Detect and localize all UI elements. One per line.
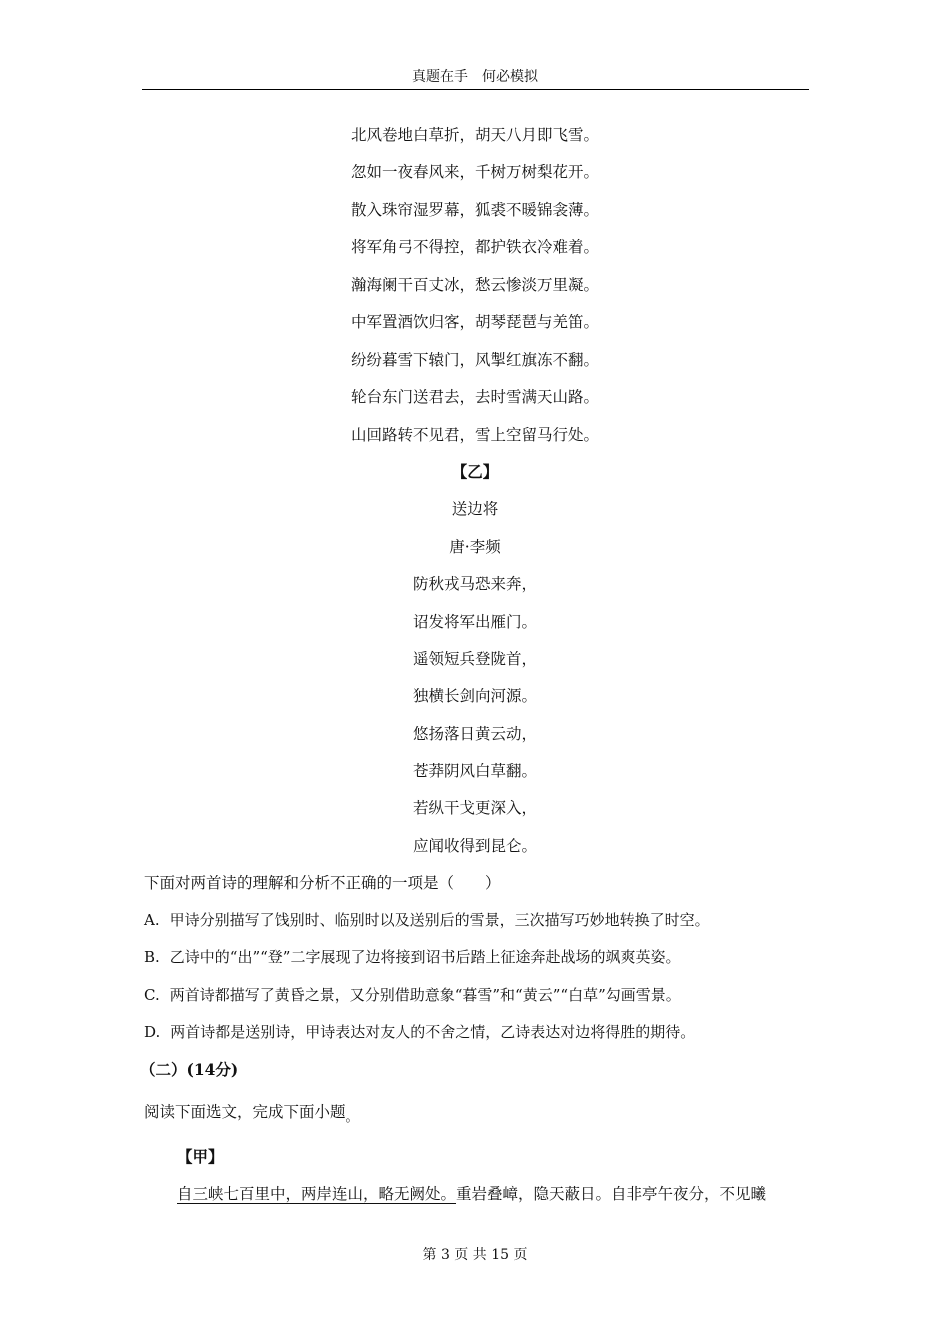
poem-yi-author: 唐·李频: [449, 538, 501, 556]
header-divider: [142, 89, 809, 90]
poem-line: 悠扬落日黄云动，: [412, 725, 537, 743]
poem-yi-label: 【乙】: [451, 462, 499, 481]
option-letter: B.: [144, 948, 160, 966]
option-b: [144, 946, 680, 967]
option-c: [144, 984, 681, 1005]
poem-line: 苍莽阴风白草翻。: [412, 762, 537, 780]
option-text: 两首诗都是送别诗，甲诗表达对友人的不舍之情，乙诗表达对边将得胜的期待。: [170, 1023, 696, 1041]
option-text: 乙诗中的“出”“登”二字展现了边将接到诏书后踏上征途奔赴战场的飒爽英姿。: [169, 948, 681, 966]
poem-line: 遥领短兵登陇首，: [412, 650, 537, 668]
option-a: [144, 909, 710, 930]
option-text: 两首诗都描写了黄昏之景，又分别借助意象“暮雪”和“黄云”“白草”勾画雪景。: [169, 986, 681, 1004]
passage-text: [177, 1182, 766, 1204]
poem-line: 轮台东门送君去，去时雪满天山路。: [350, 388, 599, 406]
poem-line: 诏发将军出雁门。: [412, 613, 537, 631]
poem-yi-title: 送边将: [451, 500, 499, 518]
section-heading: （二）(14分): [140, 1060, 239, 1079]
instruction-dot: 。: [345, 1110, 359, 1125]
poem-line: 将军角弓不得控，都护铁衣冷难着。: [350, 238, 599, 256]
page-footer: 第 3 页 共 15 页: [422, 1247, 528, 1263]
passage-rest: 重岩叠嶂，隐天蔽日。自非亭午夜分，不见曦: [456, 1185, 767, 1203]
poem-line: 北风卷地白草折，胡天八月即飞雪。: [350, 126, 599, 144]
poem-line: 应闻收得到昆仑。: [412, 837, 537, 855]
instruction-text: 阅读下面选文，完成下面小题: [144, 1103, 346, 1121]
poem-line: 若纵干戈更深入，: [412, 799, 537, 817]
poem-line: 纷纷暮雪下辕门，风掣红旗冻不翻。: [350, 351, 599, 369]
option-letter: A.: [144, 911, 160, 929]
poem-line: 瀚海阑干百丈冰，愁云惨淡万里凝。: [350, 276, 599, 294]
option-letter: C.: [144, 986, 160, 1004]
section-instruction: [144, 1100, 359, 1125]
option-text: 甲诗分别描写了饯别时、临别时以及送别后的雪景，三次描写巧妙地转换了时空。: [169, 911, 710, 929]
poem-line: 忽如一夜春风来，千树万树梨花开。: [350, 163, 599, 181]
poem-line: 中军置酒饮归客，胡琴琵琶与羌笛。: [350, 313, 599, 331]
poem-line: 防秋戎马恐来奔，: [412, 575, 537, 593]
passage-underlined: 自三峡七百里中，两岸连山，略无阙处。: [177, 1185, 457, 1203]
option-d: [144, 1021, 695, 1042]
page-header: 真题在手 何必模拟: [412, 69, 538, 85]
poem-line: 散入珠帘湿罗幕，狐裘不暖锦衾薄。: [350, 201, 599, 219]
poem-line: 山回路转不见君，雪上空留马行处。: [350, 426, 599, 444]
poem-line: 独横长剑向河源。: [412, 687, 537, 705]
question-stem: 下面对两首诗的理解和分析不正确的一项是（ ）: [144, 874, 501, 892]
passage-label: 【甲】: [177, 1147, 224, 1166]
option-letter: D.: [144, 1023, 161, 1041]
